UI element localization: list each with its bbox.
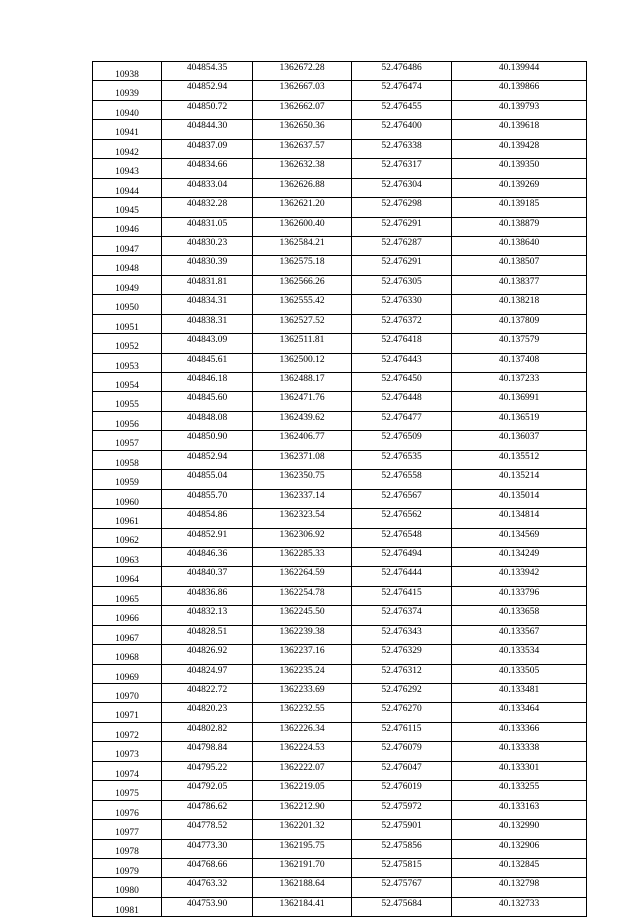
longitude-cell: 40.139428 <box>452 139 587 158</box>
latitude-cell: 52.476287 <box>352 236 452 255</box>
table-row <box>93 781 587 800</box>
coordinate-table <box>92 61 587 917</box>
longitude-cell: 40.133163 <box>452 800 587 819</box>
longitude-cell: 40.138879 <box>452 217 587 236</box>
table-row <box>93 567 587 586</box>
latitude-cell: 52.476415 <box>352 586 452 605</box>
longitude-cell: 40.132845 <box>452 858 587 877</box>
easting-cell: 404830.23 <box>162 236 253 255</box>
point-id-cell: 10951 <box>93 314 162 333</box>
northing-cell: 1362235.24 <box>253 664 352 683</box>
easting-cell: 404820.23 <box>162 703 253 722</box>
northing-cell: 1362371.08 <box>253 450 352 469</box>
latitude-cell: 52.476330 <box>352 295 452 314</box>
northing-cell: 1362264.59 <box>253 567 352 586</box>
easting-cell: 404786.62 <box>162 800 253 819</box>
longitude-cell: 40.132733 <box>452 897 587 916</box>
easting-cell: 404855.04 <box>162 470 253 489</box>
northing-cell: 1362350.75 <box>253 470 352 489</box>
latitude-cell: 52.475815 <box>352 858 452 877</box>
northing-cell: 1362184.41 <box>253 897 352 916</box>
table-row <box>93 489 587 508</box>
easting-cell: 404840.37 <box>162 567 253 586</box>
table-row <box>93 353 587 372</box>
longitude-cell: 40.135014 <box>452 489 587 508</box>
northing-cell: 1362511.81 <box>253 334 352 353</box>
northing-cell: 1362219.05 <box>253 781 352 800</box>
latitude-cell: 52.476477 <box>352 411 452 430</box>
point-id-cell: 10938 <box>93 62 162 81</box>
longitude-cell: 40.133942 <box>452 567 587 586</box>
latitude-cell: 52.476443 <box>352 353 452 372</box>
point-id-cell: 10952 <box>93 334 162 353</box>
point-id-cell: 10967 <box>93 625 162 644</box>
table-row <box>93 547 587 566</box>
northing-cell: 1362650.36 <box>253 120 352 139</box>
easting-cell: 404753.90 <box>162 897 253 916</box>
northing-cell: 1362632.38 <box>253 159 352 178</box>
northing-cell: 1362621.20 <box>253 198 352 217</box>
point-id-cell: 10973 <box>93 742 162 761</box>
point-id-cell: 10943 <box>93 159 162 178</box>
northing-cell: 1362471.76 <box>253 392 352 411</box>
northing-cell: 1362337.14 <box>253 489 352 508</box>
easting-cell: 404845.61 <box>162 353 253 372</box>
easting-cell: 404763.32 <box>162 878 253 897</box>
easting-cell: 404852.94 <box>162 450 253 469</box>
table-row <box>93 373 587 392</box>
northing-cell: 1362212.90 <box>253 800 352 819</box>
table-row <box>93 81 587 100</box>
table-row <box>93 392 587 411</box>
easting-cell: 404843.09 <box>162 334 253 353</box>
latitude-cell: 52.476400 <box>352 120 452 139</box>
northing-cell: 1362201.32 <box>253 820 352 839</box>
longitude-cell: 40.135512 <box>452 450 587 469</box>
northing-cell: 1362406.77 <box>253 431 352 450</box>
point-id-cell: 10955 <box>93 392 162 411</box>
table-row <box>93 761 587 780</box>
table-row <box>93 100 587 119</box>
easting-cell: 404830.39 <box>162 256 253 275</box>
table-row <box>93 664 587 683</box>
easting-cell: 404831.05 <box>162 217 253 236</box>
easting-cell: 404852.91 <box>162 528 253 547</box>
table-row <box>93 295 587 314</box>
table-row <box>93 450 587 469</box>
easting-cell: 404846.36 <box>162 547 253 566</box>
easting-cell: 404850.90 <box>162 431 253 450</box>
northing-cell: 1362224.53 <box>253 742 352 761</box>
northing-cell: 1362239.38 <box>253 625 352 644</box>
northing-cell: 1362667.03 <box>253 81 352 100</box>
easting-cell: 404768.66 <box>162 858 253 877</box>
longitude-cell: 40.139618 <box>452 120 587 139</box>
table-row <box>93 334 587 353</box>
table-row <box>93 722 587 741</box>
easting-cell: 404833.04 <box>162 178 253 197</box>
northing-cell: 1362306.92 <box>253 528 352 547</box>
table-row <box>93 256 587 275</box>
longitude-cell: 40.136991 <box>452 392 587 411</box>
easting-cell: 404848.08 <box>162 411 253 430</box>
table-row <box>93 198 587 217</box>
table-row <box>93 528 587 547</box>
longitude-cell: 40.133796 <box>452 586 587 605</box>
latitude-cell: 52.476343 <box>352 625 452 644</box>
longitude-cell: 40.136519 <box>452 411 587 430</box>
point-id-cell: 10980 <box>93 878 162 897</box>
latitude-cell: 52.475901 <box>352 820 452 839</box>
latitude-cell: 52.476329 <box>352 645 452 664</box>
point-id-cell: 10949 <box>93 275 162 294</box>
easting-cell: 404824.97 <box>162 664 253 683</box>
point-id-cell: 10959 <box>93 470 162 489</box>
latitude-cell: 52.476418 <box>352 334 452 353</box>
latitude-cell: 52.476312 <box>352 664 452 683</box>
easting-cell: 404836.86 <box>162 586 253 605</box>
point-id-cell: 10953 <box>93 353 162 372</box>
latitude-cell: 52.476494 <box>352 547 452 566</box>
table-row <box>93 431 587 450</box>
longitude-cell: 40.134249 <box>452 547 587 566</box>
latitude-cell: 52.476455 <box>352 100 452 119</box>
longitude-cell: 40.137408 <box>452 353 587 372</box>
northing-cell: 1362285.33 <box>253 547 352 566</box>
point-id-cell: 10977 <box>93 820 162 839</box>
latitude-cell: 52.476372 <box>352 314 452 333</box>
latitude-cell: 52.476317 <box>352 159 452 178</box>
point-id-cell: 10961 <box>93 509 162 528</box>
easting-cell: 404826.92 <box>162 645 253 664</box>
latitude-cell: 52.476291 <box>352 217 452 236</box>
easting-cell: 404773.30 <box>162 839 253 858</box>
longitude-cell: 40.134569 <box>452 528 587 547</box>
longitude-cell: 40.137579 <box>452 334 587 353</box>
northing-cell: 1362323.54 <box>253 509 352 528</box>
point-id-cell: 10974 <box>93 761 162 780</box>
easting-cell: 404802.82 <box>162 722 253 741</box>
easting-cell: 404837.09 <box>162 139 253 158</box>
table-row <box>93 645 587 664</box>
table-row <box>93 139 587 158</box>
point-id-cell: 10950 <box>93 295 162 314</box>
northing-cell: 1362488.17 <box>253 373 352 392</box>
table-row <box>93 703 587 722</box>
easting-cell: 404792.05 <box>162 781 253 800</box>
latitude-cell: 52.476115 <box>352 722 452 741</box>
latitude-cell: 52.476509 <box>352 431 452 450</box>
latitude-cell: 52.476047 <box>352 761 452 780</box>
longitude-cell: 40.133567 <box>452 625 587 644</box>
table-row <box>93 878 587 897</box>
northing-cell: 1362555.42 <box>253 295 352 314</box>
northing-cell: 1362254.78 <box>253 586 352 605</box>
northing-cell: 1362233.69 <box>253 684 352 703</box>
latitude-cell: 52.476291 <box>352 256 452 275</box>
longitude-cell: 40.133301 <box>452 761 587 780</box>
easting-cell: 404850.72 <box>162 100 253 119</box>
longitude-cell: 40.139793 <box>452 100 587 119</box>
easting-cell: 404854.86 <box>162 509 253 528</box>
table-row <box>93 470 587 489</box>
longitude-cell: 40.133255 <box>452 781 587 800</box>
point-id-cell: 10970 <box>93 684 162 703</box>
latitude-cell: 52.476558 <box>352 470 452 489</box>
latitude-cell: 52.476298 <box>352 198 452 217</box>
easting-cell: 404795.22 <box>162 761 253 780</box>
latitude-cell: 52.476019 <box>352 781 452 800</box>
longitude-cell: 40.133338 <box>452 742 587 761</box>
easting-cell: 404844.30 <box>162 120 253 139</box>
northing-cell: 1362191.70 <box>253 858 352 877</box>
coordinate-table-body <box>93 62 587 917</box>
latitude-cell: 52.476292 <box>352 684 452 703</box>
table-row <box>93 62 587 81</box>
northing-cell: 1362188.64 <box>253 878 352 897</box>
northing-cell: 1362575.18 <box>253 256 352 275</box>
table-row <box>93 800 587 819</box>
table-row <box>93 586 587 605</box>
longitude-cell: 40.133505 <box>452 664 587 683</box>
northing-cell: 1362226.34 <box>253 722 352 741</box>
point-id-cell: 10979 <box>93 858 162 877</box>
latitude-cell: 52.476444 <box>352 567 452 586</box>
longitude-cell: 40.139866 <box>452 81 587 100</box>
northing-cell: 1362195.75 <box>253 839 352 858</box>
latitude-cell: 52.476567 <box>352 489 452 508</box>
table-row <box>93 839 587 858</box>
northing-cell: 1362245.50 <box>253 606 352 625</box>
northing-cell: 1362626.88 <box>253 178 352 197</box>
longitude-cell: 40.138507 <box>452 256 587 275</box>
table-row <box>93 606 587 625</box>
longitude-cell: 40.133658 <box>452 606 587 625</box>
latitude-cell: 52.475684 <box>352 897 452 916</box>
longitude-cell: 40.137233 <box>452 373 587 392</box>
easting-cell: 404838.31 <box>162 314 253 333</box>
easting-cell: 404822.72 <box>162 684 253 703</box>
easting-cell: 404834.31 <box>162 295 253 314</box>
point-id-cell: 10944 <box>93 178 162 197</box>
point-id-cell: 10964 <box>93 567 162 586</box>
easting-cell: 404834.66 <box>162 159 253 178</box>
point-id-cell: 10941 <box>93 120 162 139</box>
latitude-cell: 52.476374 <box>352 606 452 625</box>
easting-cell: 404798.84 <box>162 742 253 761</box>
table-row <box>93 178 587 197</box>
point-id-cell: 10958 <box>93 450 162 469</box>
longitude-cell: 40.139350 <box>452 159 587 178</box>
northing-cell: 1362584.21 <box>253 236 352 255</box>
northing-cell: 1362439.62 <box>253 411 352 430</box>
northing-cell: 1362500.12 <box>253 353 352 372</box>
table-row <box>93 625 587 644</box>
point-id-cell: 10947 <box>93 236 162 255</box>
northing-cell: 1362566.26 <box>253 275 352 294</box>
table-row <box>93 858 587 877</box>
latitude-cell: 52.476079 <box>352 742 452 761</box>
easting-cell: 404778.52 <box>162 820 253 839</box>
latitude-cell: 52.476450 <box>352 373 452 392</box>
point-id-cell: 10975 <box>93 781 162 800</box>
longitude-cell: 40.136037 <box>452 431 587 450</box>
northing-cell: 1362237.16 <box>253 645 352 664</box>
point-id-cell: 10942 <box>93 139 162 158</box>
northing-cell: 1362232.55 <box>253 703 352 722</box>
northing-cell: 1362527.52 <box>253 314 352 333</box>
point-id-cell: 10960 <box>93 489 162 508</box>
table-row <box>93 897 587 916</box>
northing-cell: 1362637.57 <box>253 139 352 158</box>
longitude-cell: 40.138377 <box>452 275 587 294</box>
easting-cell: 404855.70 <box>162 489 253 508</box>
table-row <box>93 159 587 178</box>
longitude-cell: 40.134814 <box>452 509 587 528</box>
latitude-cell: 52.476304 <box>352 178 452 197</box>
easting-cell: 404845.60 <box>162 392 253 411</box>
point-id-cell: 10963 <box>93 547 162 566</box>
longitude-cell: 40.138640 <box>452 236 587 255</box>
point-id-cell: 10954 <box>93 373 162 392</box>
easting-cell: 404852.94 <box>162 81 253 100</box>
latitude-cell: 52.476548 <box>352 528 452 547</box>
point-id-cell: 10962 <box>93 528 162 547</box>
longitude-cell: 40.133464 <box>452 703 587 722</box>
easting-cell: 404832.28 <box>162 198 253 217</box>
point-id-cell: 10956 <box>93 411 162 430</box>
table-row <box>93 217 587 236</box>
table-row <box>93 120 587 139</box>
longitude-cell: 40.132798 <box>452 878 587 897</box>
table-row <box>93 509 587 528</box>
point-id-cell: 10972 <box>93 722 162 741</box>
latitude-cell: 52.476305 <box>352 275 452 294</box>
table-row <box>93 236 587 255</box>
point-id-cell: 10966 <box>93 606 162 625</box>
northing-cell: 1362672.28 <box>253 62 352 81</box>
point-id-cell: 10940 <box>93 100 162 119</box>
latitude-cell: 52.476562 <box>352 509 452 528</box>
table-row <box>93 820 587 839</box>
table-row <box>93 684 587 703</box>
point-id-cell: 10946 <box>93 217 162 236</box>
latitude-cell: 52.475856 <box>352 839 452 858</box>
easting-cell: 404854.35 <box>162 62 253 81</box>
northing-cell: 1362662.07 <box>253 100 352 119</box>
latitude-cell: 52.476474 <box>352 81 452 100</box>
table-row <box>93 742 587 761</box>
longitude-cell: 40.139269 <box>452 178 587 197</box>
point-id-cell: 10968 <box>93 645 162 664</box>
easting-cell: 404832.13 <box>162 606 253 625</box>
point-id-cell: 10971 <box>93 703 162 722</box>
point-id-cell: 10957 <box>93 431 162 450</box>
point-id-cell: 10939 <box>93 81 162 100</box>
longitude-cell: 40.132990 <box>452 820 587 839</box>
latitude-cell: 52.475767 <box>352 878 452 897</box>
longitude-cell: 40.132906 <box>452 839 587 858</box>
longitude-cell: 40.139944 <box>452 62 587 81</box>
easting-cell: 404846.18 <box>162 373 253 392</box>
latitude-cell: 52.476338 <box>352 139 452 158</box>
latitude-cell: 52.476448 <box>352 392 452 411</box>
point-id-cell: 10976 <box>93 800 162 819</box>
longitude-cell: 40.138218 <box>452 295 587 314</box>
latitude-cell: 52.476535 <box>352 450 452 469</box>
longitude-cell: 40.133481 <box>452 684 587 703</box>
northing-cell: 1362222.07 <box>253 761 352 780</box>
latitude-cell: 52.475972 <box>352 800 452 819</box>
longitude-cell: 40.137809 <box>452 314 587 333</box>
longitude-cell: 40.139185 <box>452 198 587 217</box>
easting-cell: 404831.81 <box>162 275 253 294</box>
easting-cell: 404828.51 <box>162 625 253 644</box>
latitude-cell: 52.476486 <box>352 62 452 81</box>
longitude-cell: 40.133534 <box>452 645 587 664</box>
table-row <box>93 411 587 430</box>
northing-cell: 1362600.40 <box>253 217 352 236</box>
point-id-cell: 10978 <box>93 839 162 858</box>
point-id-cell: 10945 <box>93 198 162 217</box>
longitude-cell: 40.135214 <box>452 470 587 489</box>
point-id-cell: 10981 <box>93 897 162 916</box>
latitude-cell: 52.476270 <box>352 703 452 722</box>
point-id-cell: 10965 <box>93 586 162 605</box>
table-row <box>93 275 587 294</box>
point-id-cell: 10969 <box>93 664 162 683</box>
longitude-cell: 40.133366 <box>452 722 587 741</box>
point-id-cell: 10948 <box>93 256 162 275</box>
table-row <box>93 314 587 333</box>
